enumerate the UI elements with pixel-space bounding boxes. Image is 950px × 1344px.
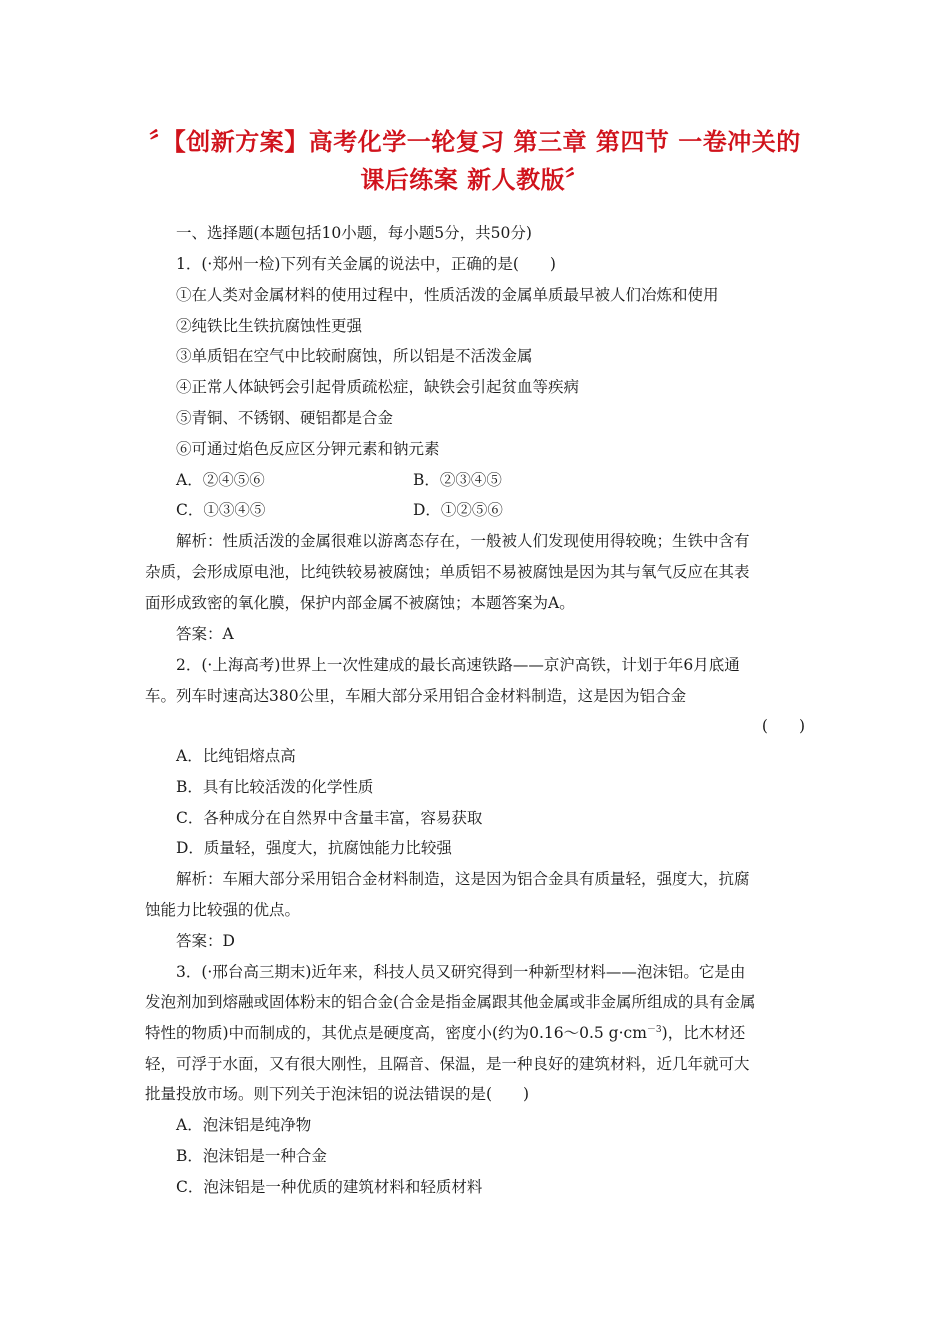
question-stem: 批量投放市场。则下列关于泡沫铝的说法错误的是( ) xyxy=(145,1085,530,1103)
statement-item: ⑥可通过焰色反应区分钾元素和钠元素 xyxy=(176,440,440,458)
analysis-line: 面形成致密的氧化膜，保护内部金属不被腐蚀；本题答案为A。 xyxy=(145,594,575,612)
option-b: B．具有比较活泼的化学性质 xyxy=(176,778,374,796)
superscript: －3 xyxy=(646,1024,662,1035)
question-stem-with-unit xyxy=(145,1023,745,1043)
statement-item: ①在人类对金属材料的使用过程中，性质活泼的金属单质最早被人们冶炼和使用 xyxy=(176,286,719,304)
section-heading: 一、选择题(本题包括10小题，每小题5分，共50分) xyxy=(176,224,532,242)
question-stem: 发泡剂加到熔融或固体粉末的铝合金(合金是指金属跟其他金属或非金属所组成的具有金属 xyxy=(145,993,756,1011)
title-line-1: 〞【创新方案】高考化学一轮复习 第三章 第四节 一卷冲关的 xyxy=(149,127,801,156)
question-stem: 3．(·邢台高三期末)近年来，科技人员又研究得到一种新型材料——泡沫铝。它是由 xyxy=(176,963,746,981)
option-b: B．泡沫铝是一种合金 xyxy=(176,1147,327,1165)
option-a: A．比纯铝熔点高 xyxy=(176,747,296,765)
question-stem: 1．(·郑州一检)下列有关金属的说法中，正确的是( ) xyxy=(176,255,556,273)
option-b: B．②③④⑤ xyxy=(413,471,502,489)
option-c: C．泡沫铝是一种优质的建筑材料和轻质材料 xyxy=(176,1178,483,1196)
analysis-line: 解析：性质活泼的金属很难以游离态存在，一般被人们发现使用得较晚；生铁中含有 xyxy=(176,532,750,550)
question-stem: 2．(·上海高考)世界上一次性建成的最长高速铁路——京沪高铁，计划于年6月底通 xyxy=(176,656,740,674)
option-a: A．②④⑤⑥ xyxy=(176,471,265,489)
stem-text-tail: )，比木材还 xyxy=(661,1024,746,1042)
option-c: C．①③④⑤ xyxy=(176,501,266,519)
statement-item: ②纯铁比生铁抗腐蚀性更强 xyxy=(176,317,363,335)
statement-item: ④正常人体缺钙会引起骨质疏松症，缺铁会引起贫血等疾病 xyxy=(176,378,580,396)
option-d: D．①②⑤⑥ xyxy=(413,501,503,519)
option-d: D．质量轻，强度大，抗腐蚀能力比较强 xyxy=(176,839,452,857)
title-line-2: 课后练案 新人教版〞 xyxy=(360,165,590,194)
question-stem: 车。列车时速高达380公里，车厢大部分采用铝合金材料制造，这是因为铝合金 xyxy=(145,687,687,705)
answer-paren: ( ) xyxy=(761,717,805,735)
analysis-line: 解析：车厢大部分采用铝合金材料制造，这是因为铝合金具有质量轻，强度大，抗腐 xyxy=(176,870,750,888)
stem-text: 特性的物质)中而制成的，其优点是硬度高，密度小(约为0.16～0.5 g·cm xyxy=(145,1024,647,1042)
option-a: A．泡沫铝是纯净物 xyxy=(176,1116,312,1134)
statement-item: ⑤青铜、不锈钢、硬铝都是合金 xyxy=(176,409,394,427)
answer: 答案：D xyxy=(176,932,235,950)
analysis-line: 蚀能力比较强的优点。 xyxy=(145,901,301,919)
analysis-line: 杂质，会形成原电池，比纯铁较易被腐蚀；单质铝不易被腐蚀是因为其与氧气反应在其表 xyxy=(145,563,750,581)
statement-item: ③单质铝在空气中比较耐腐蚀，所以铝是不活泼金属 xyxy=(176,347,533,365)
answer: 答案：A xyxy=(176,625,234,643)
option-c: C．各种成分在自然界中含量丰富，容易获取 xyxy=(176,809,483,827)
question-stem: 轻，可浮于水面，又有很大刚性，且隔音、保温，是一种良好的建筑材料，近几年就可大 xyxy=(145,1055,750,1073)
